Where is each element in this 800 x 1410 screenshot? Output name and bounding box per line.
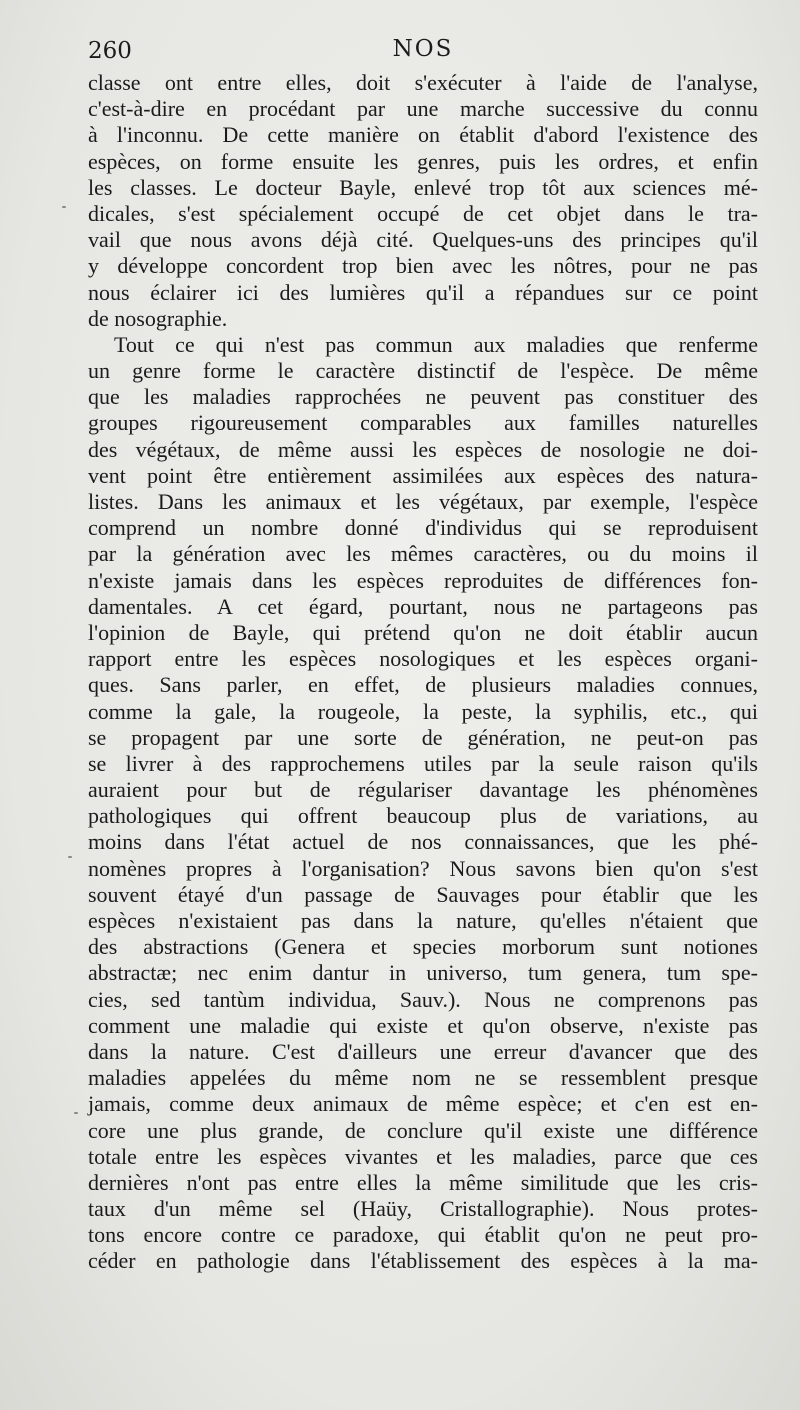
text-line: auraient pour but de régulariser davantage les phénomènes [88, 777, 758, 803]
body-text [88, 70, 758, 1275]
text-line: nous éclairer ici des lumières qu'il a répandues sur ce point [88, 279, 758, 305]
text-line: dicales, s'est spécialement occupé de cet objet dans le tra- [88, 200, 758, 226]
text-line: un genre forme le caractère distinctif de l'espèce. De même [88, 358, 758, 384]
paper-speck [68, 856, 72, 858]
text-line: rapport entre les espèces nosologiques et les espèces organi- [88, 646, 758, 672]
paper-speck [62, 206, 66, 208]
text-line: les classes. Le docteur Bayle, enlevé trop tôt aux sciences mé- [88, 174, 758, 200]
text-line: comment une maladie qui existe et qu'on observe, n'existe pas [88, 1012, 758, 1038]
text-line: des végétaux, de même aussi les espèces de nosologie ne doi- [88, 436, 758, 462]
text-line: groupes rigoureusement comparables aux familles naturelles [88, 410, 758, 436]
paragraph-start-line: Tout ce qui n'est pas commun aux maladies que renferme [114, 331, 758, 357]
text-line: listes. Dans les animaux et les végétaux, par exemple, l'espèce [88, 489, 758, 514]
text-line: espèces n'existaient pas dans la nature, qu'elles n'étaient que [88, 908, 758, 933]
text-line: taux d'un même sel (Haüy, Cristallographie). Nous protes- [88, 1196, 758, 1222]
text-line: dernières n'ont pas entre elles la même similitude que les cris- [88, 1169, 758, 1195]
text-line: abstractæ; nec enim dantur in universo, tum genera, tum spe- [88, 960, 758, 986]
text-line: par la génération avec les mêmes caractères, ou du moins il [88, 541, 758, 567]
text-line: céder en pathologie dans l'établissement des espèces à la ma- [88, 1248, 758, 1274]
text-line: c'est-à-dire en procédant par une marche successive du connu [88, 96, 758, 122]
text-line: core une plus grande, de conclure qu'il existe une différence [88, 1117, 758, 1143]
text-line: ques. Sans parler, en effet, de plusieurs maladies connues, [88, 672, 758, 698]
text-line: se propagent par une sorte de génération, ne peut-on pas [88, 724, 758, 750]
text-line: tons encore contre ce paradoxe, qui établit qu'on ne peut pro- [88, 1222, 758, 1248]
text-line: comprend un nombre donné d'individus qui se reproduisent [88, 515, 758, 541]
text-line: comme la gale, la rougeole, la peste, la syphilis, etc., qui [88, 698, 758, 724]
page-header [88, 34, 758, 70]
text-line: des abstractions (Genera et species morborum sunt notiones [88, 934, 758, 960]
text-line: se livrer à des rapprochemens utiles par la seule raison qu'ils [88, 750, 758, 776]
paragraph-end-line: de nosographie. [88, 305, 228, 331]
text-line: y développe concordent trop bien avec les nôtres, pour ne pas [88, 253, 758, 279]
text-line: à l'inconnu. De cette manière on établit d'abord l'existence des [88, 122, 758, 148]
text-line: moins dans l'état actuel de nos connaissances, que les phé- [88, 829, 758, 855]
text-line: que les maladies rapprochées ne peuvent pas constituer des [88, 384, 758, 410]
text-line: l'opinion de Bayle, qui prétend qu'on ne doit établir aucun [88, 619, 758, 645]
running-head: NOS [392, 36, 454, 62]
text-line: pathologiques qui offrent beaucoup plus de variations, au [88, 803, 758, 829]
text-line: n'existe jamais dans les espèces reproduites de différences fon- [88, 567, 758, 593]
text-line: souvent étayé d'un passage de Sauvages pour établir que les [88, 881, 758, 907]
text-line: classe ont entre elles, doit s'exécuter à l'aide de l'analyse, [88, 70, 758, 95]
page-number: 260 [88, 38, 132, 64]
text-line: espèces, on forme ensuite les genres, puis les ordres, et enfin [88, 148, 758, 174]
text-line: jamais, comme deux animaux de même espèce; et c'en est en- [88, 1091, 758, 1117]
text-line: totale entre les espèces vivantes et les maladies, parce que ces [88, 1143, 758, 1169]
text-line: cies, sed tantùm individua, Sauv.). Nous ne comprenons pas [88, 986, 758, 1012]
text-line: dans la nature. C'est d'ailleurs une erreur d'avancer que des [88, 1038, 758, 1064]
text-line: vent point être entièrement assimilées aux espèces des natura- [88, 462, 758, 488]
paper-speck [74, 1112, 78, 1114]
text-line: damentales. A cet égard, pourtant, nous ne partageons pas [88, 593, 758, 619]
text-line: vail que nous avons déjà cité. Quelques-uns des principes qu'il [88, 227, 758, 253]
text-line: nomènes propres à l'organisation? Nous savons bien qu'on s'est [88, 855, 758, 881]
text-line: maladies appelées du même nom ne se ressemblent presque [88, 1065, 758, 1091]
